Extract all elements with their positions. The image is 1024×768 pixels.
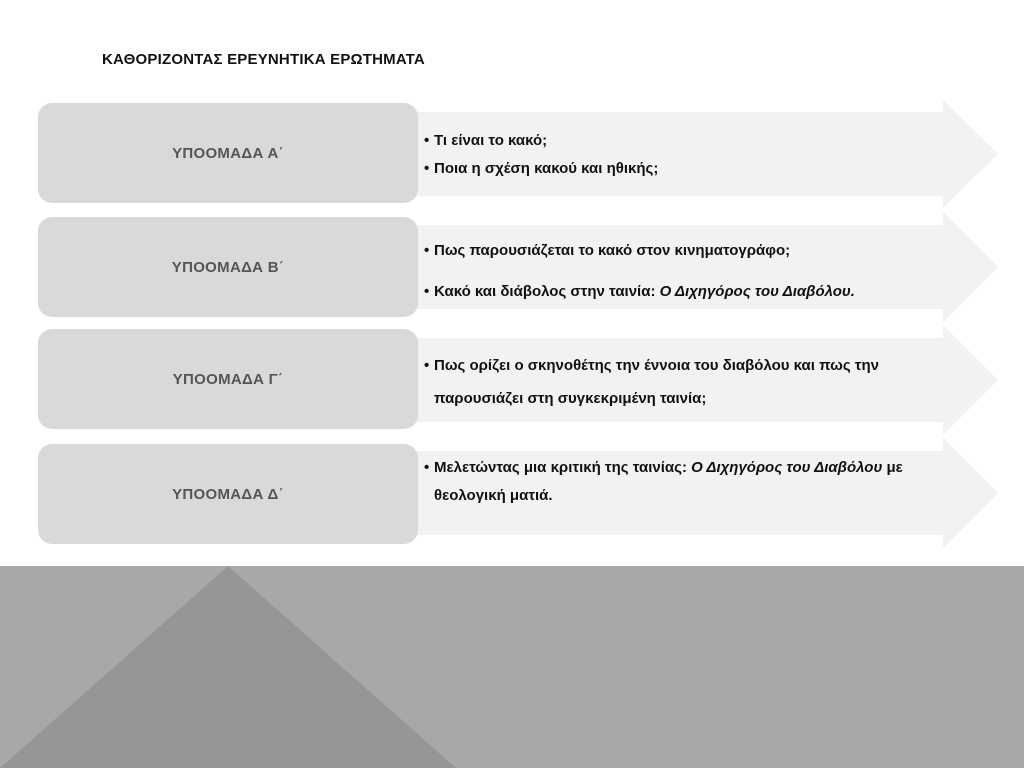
question-text: Κακό και διάβολος στην ταινία: bbox=[434, 283, 660, 300]
group-c-label: ΥΠΟΟΜΑΔΑ Γ΄ bbox=[172, 370, 284, 388]
film-title: Ο Διχηγόρος του Διαβόλου bbox=[691, 459, 883, 476]
question-item bbox=[424, 127, 944, 155]
group-a-label: ΥΠΟΟΜΑΔΑ Α΄ bbox=[172, 144, 284, 162]
group-d-label: ΥΠΟΟΜΑΔΑ Δ΄ bbox=[172, 485, 284, 503]
question-item bbox=[424, 349, 944, 415]
question-text: με θεολογική ματιά. bbox=[434, 459, 903, 504]
question-item bbox=[424, 454, 944, 510]
decorative-triangle-shape bbox=[0, 566, 1024, 768]
group-d-row bbox=[0, 438, 1024, 548]
film-title: Ο Διχηγόρος του Διαβόλου. bbox=[659, 283, 855, 300]
bottom-decorative-band bbox=[0, 566, 1024, 768]
group-c-row bbox=[0, 325, 1024, 435]
group-a-row bbox=[0, 100, 1024, 208]
question-text: Πως παρουσιάζεται το κακό στον κινηματογράφο; bbox=[434, 242, 791, 259]
group-a-label-box bbox=[38, 103, 418, 203]
question-text: Τι είναι το κακό; bbox=[434, 132, 548, 149]
group-c-questions bbox=[424, 349, 944, 415]
group-c-label-box bbox=[38, 329, 418, 429]
slide-title: ΚΑΘΟΡΙΖΟΝΤΑΣ ΕΡΕΥΝΗΤΙΚΑ ΕΡΩΤΗΜΑΤΑ bbox=[102, 51, 425, 68]
group-b-questions bbox=[424, 237, 944, 306]
question-text: Μελετώντας μια κριτική της ταινίας: bbox=[434, 459, 692, 476]
question-text: Πως ορίζει ο σκηνοθέτης την έννοια του διαβόλου και πως την παρουσιάζει στη συγκεκριμένη ταινία; bbox=[434, 357, 879, 407]
group-d-questions bbox=[424, 454, 944, 510]
question-item bbox=[424, 278, 944, 306]
group-a-questions bbox=[424, 127, 944, 183]
question-text: Ποια η σχέση κακού και ηθικής; bbox=[434, 160, 659, 177]
question-item bbox=[424, 237, 944, 265]
group-b-row bbox=[0, 212, 1024, 322]
group-d-label-box bbox=[38, 444, 418, 544]
group-b-label: ΥΠΟΟΜΑΔΑ Β΄ bbox=[171, 258, 285, 276]
group-b-label-box bbox=[38, 217, 418, 317]
question-item bbox=[424, 155, 944, 183]
